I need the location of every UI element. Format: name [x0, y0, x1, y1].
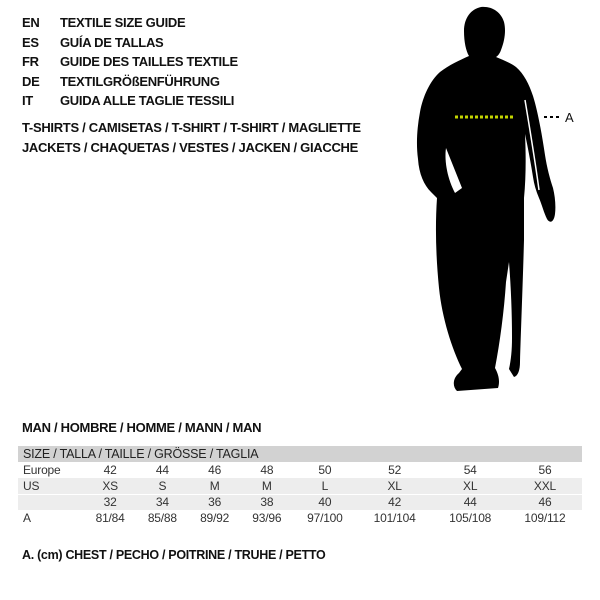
product-types — [22, 118, 361, 157]
size-cell: 93/96 — [252, 511, 282, 526]
table-row-chest-a — [18, 510, 582, 526]
section-title-man: MAN / HOMBRE / HOMME / MANN / MAN — [22, 420, 262, 435]
language-code: DE — [22, 73, 40, 89]
size-cell: 105/108 — [449, 511, 492, 526]
language-text: GUIDA ALLE TAGLIE TESSILI — [60, 93, 235, 108]
size-cell: 54 — [463, 463, 477, 477]
size-cell: XL — [432, 478, 508, 494]
size-cell: 44 — [432, 494, 508, 510]
size-table-header: SIZE / TALLA / TAILLE / GRÖSSE / TAGLIA — [18, 446, 582, 462]
language-code: IT — [22, 93, 33, 108]
language-list — [22, 13, 238, 111]
product-line-jackets: JACKETS / CHAQUETAS / VESTES / JACKEN / GIACCHE — [22, 139, 358, 155]
size-cell: XL — [357, 478, 433, 494]
size-cell: 42 — [103, 463, 117, 477]
size-cell: 52 — [388, 463, 402, 477]
product-line-tshirts: T-SHIRTS / CAMISETAS / T-SHIRT / T-SHIRT / MAGLIETTE — [22, 120, 361, 135]
man-silhouette-icon — [408, 0, 588, 400]
footnote-chest-legend: A. (cm) CHEST / PECHO / POITRINE / TRUHE / PETTO — [22, 548, 326, 562]
size-cell: 46 — [508, 494, 582, 510]
size-cell: 40 — [293, 494, 357, 510]
table-row-us — [18, 478, 582, 494]
size-cell: 44 — [155, 463, 169, 477]
language-text: GUIDE DES TAILLES TEXTILE — [60, 54, 238, 69]
size-cell: 50 — [318, 463, 332, 477]
row-label: A — [23, 511, 31, 526]
language-text: TEXTILE SIZE GUIDE — [60, 15, 186, 30]
language-text: GUÍA DE TALLAS — [60, 34, 164, 50]
language-code: EN — [22, 15, 40, 30]
language-code: FR — [22, 54, 39, 69]
language-row — [22, 91, 238, 111]
table-header-row — [18, 446, 582, 462]
size-cell: 109/112 — [524, 511, 566, 526]
table-row-alt-size — [18, 494, 582, 510]
size-cell: 97/100 — [307, 511, 343, 526]
size-cell: 38 — [241, 494, 293, 510]
size-cell: L — [293, 478, 357, 494]
size-cell: 32 — [84, 494, 136, 510]
man-silhouette-figure — [408, 0, 588, 400]
language-code: ES — [22, 34, 39, 50]
size-cell: 101/104 — [373, 511, 416, 526]
language-text: TEXTILGRÖßENFÜHRUNG — [60, 73, 220, 89]
language-row — [22, 72, 238, 92]
size-cell: 48 — [260, 463, 274, 477]
language-row — [22, 33, 238, 53]
size-cell: S — [136, 478, 188, 494]
size-cell: M — [188, 478, 240, 494]
language-row — [22, 13, 238, 33]
table-row-europe — [18, 462, 582, 478]
size-cell: 36 — [188, 494, 240, 510]
row-label: US — [18, 478, 84, 494]
size-cell: 56 — [538, 463, 552, 477]
size-cell: 85/88 — [147, 511, 177, 526]
size-cell: 89/92 — [200, 511, 230, 526]
size-cell: XS — [84, 478, 136, 494]
language-row — [22, 52, 238, 72]
size-cell: M — [241, 478, 293, 494]
row-label: Europe — [23, 463, 61, 477]
size-table — [18, 446, 582, 526]
marker-a-label: A — [565, 110, 574, 125]
size-cell: 81/84 — [95, 511, 125, 526]
size-cell: XXL — [508, 478, 582, 494]
size-cell: 42 — [357, 494, 433, 510]
row-label — [18, 494, 84, 510]
size-cell: 34 — [136, 494, 188, 510]
size-cell: 46 — [208, 463, 222, 477]
